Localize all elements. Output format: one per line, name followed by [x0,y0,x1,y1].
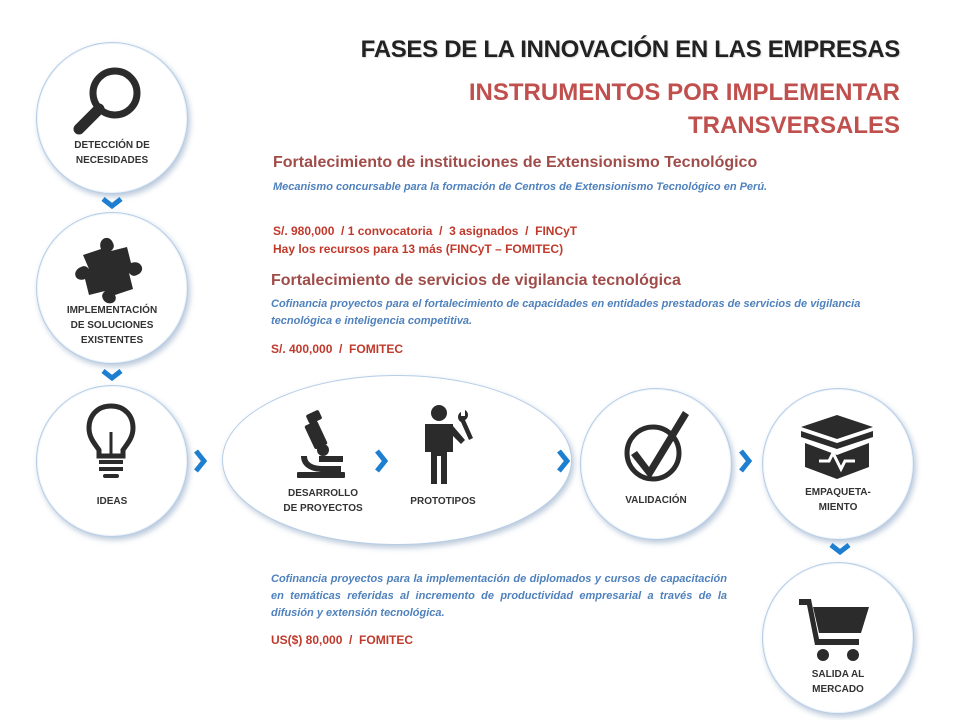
phase-ideas [36,385,188,537]
chevron-down-icon [100,196,124,210]
page-subtitle: INSTRUMENTOS POR IMPLEMENTAR TRANSVERSALES [468,79,900,139]
open-box-icon [797,411,877,486]
phase-validacion-label: VALIDACIÓN [625,495,687,506]
phase-deteccion [36,42,188,194]
phase-empaquetamiento-label: EMPAQUETA- MIENTO [805,487,871,513]
chevron-down-icon [100,368,124,382]
instrument-2-description: Cofinancia proyectos para el fortalecimiento de capacidades en entidades prestadoras de servicios de vigilancia tecnológica e inteligencia competitiva. [271,298,861,327]
phase-empaquetamiento [762,388,914,540]
magnifier-icon [71,65,147,142]
puzzle-piece-icon [71,229,147,310]
chevron-right-icon [738,448,752,474]
phase-validacion [580,388,732,540]
instrument-2-title: Fortalecimiento de servicios de vigilancia tecnológica [271,272,681,289]
phase-prototipos-label: PROTOTIPOS [410,496,476,507]
page-title: FASES DE LA INNOVACIÓN EN LAS EMPRESAS [360,36,900,63]
instrument-1-funding-note: Hay los recursos para 13 más (FINCyT – FOMITEC) [273,242,564,256]
instrument-1-funding: S/. 980,000 / 1 convocatoria / 3 asignados / FINCyT [273,224,578,238]
phase-salida-label: SALIDA AL MERCADO [811,669,865,695]
worker-wrench-icon [417,404,477,491]
lightbulb-icon [85,402,137,487]
instrument-2-funding: S/. 400,000 / FOMITEC [271,342,404,356]
checkmark-icon [623,407,693,488]
phase-salida [762,562,914,714]
microscope-icon [293,408,349,485]
instrument-1-description: Mecanismo concursable para la formación de Centros de Extensionismo Tecnológico en Perú. [273,181,768,193]
phase-implementacion [36,212,188,364]
instrument-3-funding: US($) 80,000 / FOMITEC [271,633,414,647]
phase-ideas-label: IDEAS [96,496,128,507]
instrument-3-description: Cofinancia proyectos para la implementación de diplomados y cursos de capacitación en temáticas referidas al incremento de productividad empresarial a través de la difusión y extensión tecnológica. [271,573,727,619]
chevron-right-icon [193,448,207,474]
phase-desarrollo-label: DESARROLLO DE PROYECTOS [283,488,363,514]
chevron-right-icon [374,448,388,474]
phase-desarrollo-prototipos [222,375,572,545]
phase-implementacion-label: IMPLEMENTACIÓN DE SOLUCIONES EXISTENTES [66,305,158,346]
shopping-cart-icon [797,593,871,670]
phase-deteccion-label: DETECCIÓN DE NECESIDADES [74,140,150,166]
chevron-right-icon [556,448,570,474]
chevron-down-icon [828,542,852,556]
instrument-1-title: Fortalecimiento de instituciones de Extensionismo Tecnológico [273,154,758,171]
